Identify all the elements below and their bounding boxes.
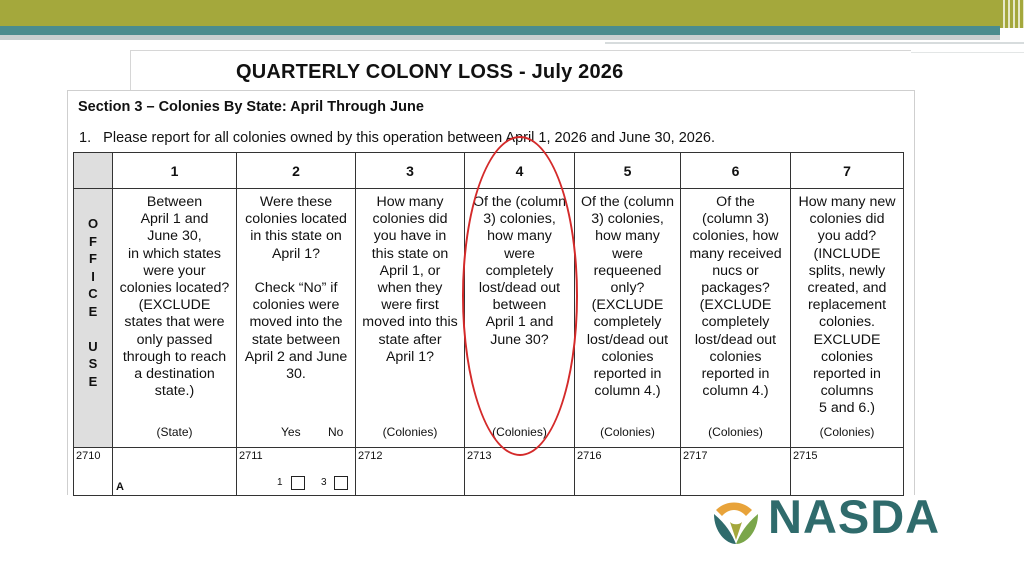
no-label: No <box>328 425 344 439</box>
column-description: How many new colonies did you add? (INCLUDE splits, newly created, and replacement colonies. EXCLUDE colonies reported in columns 5 and 6.) <box>798 194 896 417</box>
column-description-cell <box>356 189 465 448</box>
yes-label: Yes <box>281 425 301 439</box>
document-title: QUARTERLY COLONY LOSS - July 2026 <box>236 61 624 83</box>
item-code: 2711 <box>239 450 263 462</box>
column-description: Were these colonies located in this state on April 1? Check “No” if colonies were moved into the state between April 2 and June 30. <box>244 194 348 383</box>
column-unit: (Colonies) <box>708 425 763 439</box>
checkbox-yes-code: 1 <box>277 477 283 488</box>
item-code: 2716 <box>577 450 602 462</box>
column-unit: (Colonies) <box>492 425 547 439</box>
item-code: 2710 <box>76 450 101 462</box>
header-band-gray <box>0 35 1000 40</box>
item-code: 2715 <box>793 450 818 462</box>
column-description: Between April 1 and June 30, in which states were your colonies located? (EXCLUDE states that were only passed through to reach a destination state.) <box>119 194 230 400</box>
item-code: 2712 <box>358 450 383 462</box>
column-description: Of the (column 3) colonies, how many received nucs or packages? (EXCLUDE completely lost/dead out colonies reported in column 4.) <box>689 194 782 400</box>
office-use-header <box>74 153 113 189</box>
column-description-cell <box>237 189 356 448</box>
office-use-label: O F F I C E U S E <box>87 216 99 389</box>
column-description-cell <box>681 189 791 448</box>
yes-checkbox[interactable] <box>291 476 305 490</box>
column-number: 2 <box>237 153 356 189</box>
checkbox-no-code: 3 <box>321 477 327 488</box>
column-number: 5 <box>575 153 681 189</box>
column-description-cell <box>791 189 904 448</box>
item-code: 2717 <box>683 450 708 462</box>
column-number: 6 <box>681 153 791 189</box>
section-title: Section 3 – Colonies By State: April Through June <box>78 99 424 115</box>
column-number: 1 <box>113 153 237 189</box>
entry-label: A <box>116 481 124 493</box>
no-checkbox[interactable] <box>334 476 348 490</box>
question-text: 1. Please report for all colonies owned by this operation between April 1, 2026 and June 30, 2026. <box>79 130 716 146</box>
state-entry-cell[interactable] <box>113 448 237 496</box>
column-unit: (Colonies) <box>600 425 655 439</box>
colonies-entry-cell[interactable] <box>575 448 681 496</box>
header-band-olive <box>0 0 1000 26</box>
header-band-stripes <box>1000 0 1024 28</box>
nasda-logo-text: NASDA <box>768 490 941 543</box>
highlight-circle <box>462 136 578 456</box>
header-line <box>605 42 1024 44</box>
colonies-entry-cell[interactable] <box>356 448 465 496</box>
column-unit: (State) <box>156 425 193 439</box>
item-code: 2713 <box>467 450 492 462</box>
column-description-cell <box>575 189 681 448</box>
office-use-cell <box>74 189 113 448</box>
column-number: 4 <box>465 153 575 189</box>
header-band-teal <box>0 26 1000 35</box>
column-number: 7 <box>791 153 904 189</box>
column-number: 3 <box>356 153 465 189</box>
column-description-cell <box>113 189 237 448</box>
column-unit: (Colonies) <box>382 425 438 439</box>
column-unit: (Colonies) <box>819 425 875 439</box>
column-description: How many colonies did you have in this state on April 1, or when they were first moved into this state after April 1? <box>362 194 458 365</box>
column-description: Of the (column 3) colonies, how many were requeened only? (EXCLUDE completely lost/dead out colonies reported in column 4.) <box>580 194 675 400</box>
located-entry-cell <box>237 448 356 496</box>
entry-code-cell <box>74 448 113 496</box>
column-description: Of the (column 3) colonies, how many were completely lost/dead out between April 1 and June 30? <box>472 194 567 348</box>
